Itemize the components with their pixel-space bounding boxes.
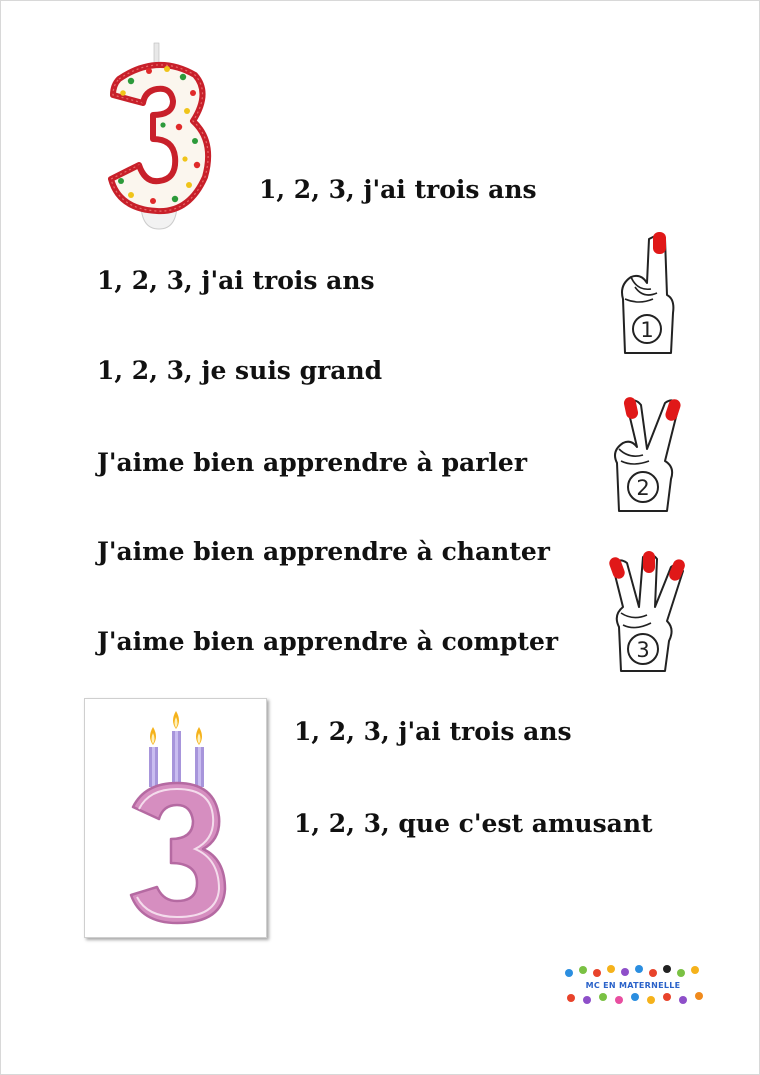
song-line-4: J'aime bien apprendre à parler [97,448,528,477]
hand-two-fingers-icon [605,391,685,513]
pink-number-three-with-candles-image [85,699,266,937]
hand-number-3: 3 [636,638,650,662]
birthday-three-card [84,698,267,938]
song-line-6: J'aime bien apprendre à compter [97,627,559,656]
song-line-7: 1, 2, 3, j'ai trois ans [294,717,572,746]
song-line-5: J'aime bien apprendre à chanter [97,537,550,566]
hand-number-2: 2 [636,476,650,500]
mc-en-maternelle-logo [559,963,707,1007]
song-line-2: 1, 2, 3, j'ai trois ans [97,266,375,295]
song-line-8: 1, 2, 3, que c'est amusant [294,809,653,838]
number-three-candle-image [101,41,217,233]
song-line-1: 1, 2, 3, j'ai trois ans [259,175,537,204]
logo-text: MC EN MATERNELLE [585,981,681,990]
hand-three-fingers-icon [605,549,687,673]
song-line-3: 1, 2, 3, je suis grand [97,356,383,385]
hand-one-finger-icon [613,229,681,355]
hand-number-1: 1 [640,318,654,342]
